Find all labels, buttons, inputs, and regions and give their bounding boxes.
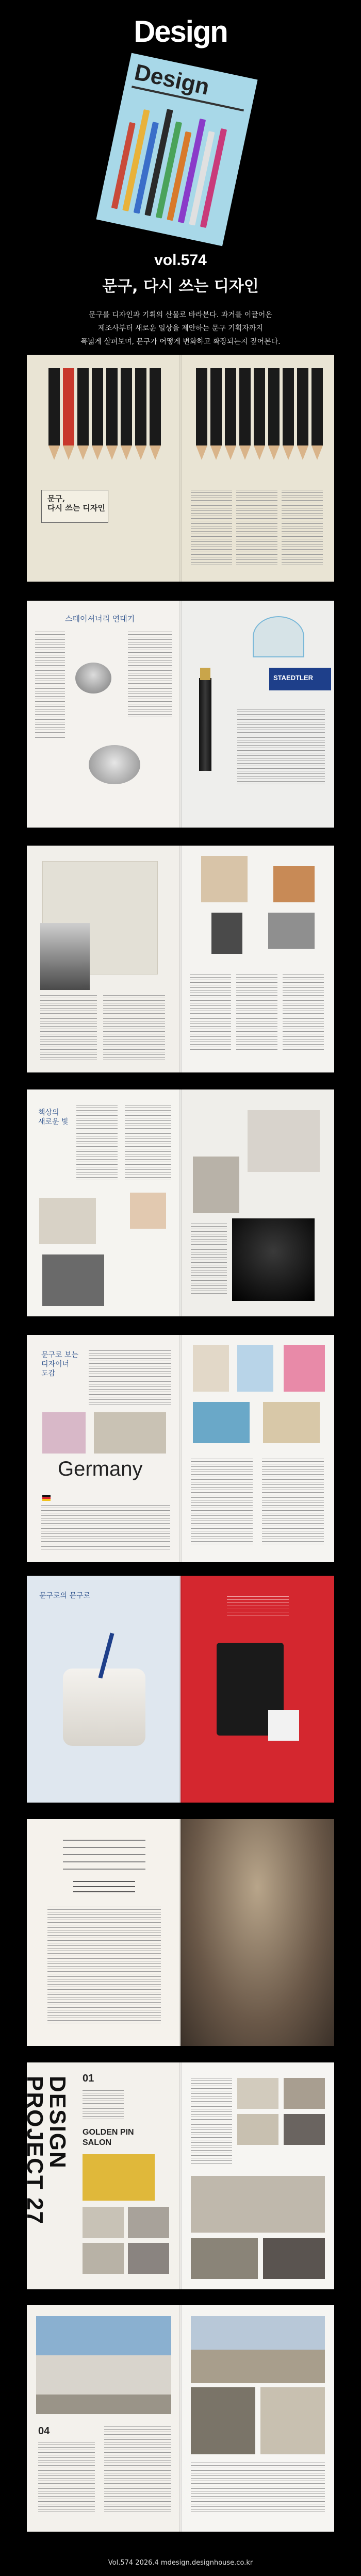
section-vertical-title: PROJECT 27 xyxy=(22,2076,47,2225)
spread-title: 스테이셔너리 연대기 xyxy=(65,614,135,623)
pushpin-image xyxy=(89,745,140,784)
product-image xyxy=(42,1254,104,1306)
product-image xyxy=(211,913,242,954)
page-left xyxy=(27,846,180,1072)
product-image xyxy=(237,2078,278,2109)
page-right xyxy=(180,1576,334,1803)
product-image xyxy=(284,1345,325,1392)
product-image xyxy=(94,1412,166,1454)
product-image xyxy=(128,2207,169,2238)
product-image xyxy=(263,1402,320,1443)
product-image xyxy=(42,1412,86,1454)
page-left xyxy=(27,601,180,828)
spread-title: 문구로의 문구로 xyxy=(39,1592,91,1600)
building-image xyxy=(260,2387,325,2454)
section-title: SALON xyxy=(83,2138,111,2147)
portrait-image xyxy=(180,1819,334,2046)
spread-title: 디자이너 xyxy=(41,1360,70,1368)
page-left xyxy=(27,1089,180,1316)
product-image xyxy=(273,866,315,902)
product-image xyxy=(193,1345,229,1392)
page-right xyxy=(180,2305,334,2532)
issue-headline: 문구, 다시 쓰는 디자인 xyxy=(102,277,259,295)
page-right xyxy=(180,846,334,1072)
product-image xyxy=(193,1402,250,1443)
section-number: 01 xyxy=(83,2073,94,2084)
pushpin-image xyxy=(75,663,111,693)
issue-intro xyxy=(57,308,304,349)
page-right xyxy=(180,2062,334,2289)
spread-caption: 다시 쓰는 디자인 xyxy=(47,503,105,513)
footer-info: Vol.574 2026.4 mdesign.designhouse.co.kr xyxy=(108,2559,253,2567)
pen-image xyxy=(199,678,211,771)
product-image xyxy=(237,1345,273,1392)
intro-line: 제조사부터 새로운 일상을 제안하는 문구 기획자까지 xyxy=(98,324,263,333)
spread-title: 책상의 xyxy=(38,1109,59,1117)
spread-title: 문구로 보는 xyxy=(41,1351,79,1359)
spread-red-notebook xyxy=(27,1576,334,1803)
spread-design-project xyxy=(22,2062,334,2289)
spread-title: 새로운 빛 xyxy=(38,1118,69,1126)
country-title: Germany xyxy=(58,1458,143,1480)
lamp-image xyxy=(232,1218,315,1301)
spread-interview xyxy=(27,1819,334,2046)
product-image xyxy=(83,2207,124,2238)
intro-line: 문구를 디자인과 기획의 산물로 바라본다. 과거를 이끌어온 xyxy=(89,311,272,319)
page-right xyxy=(180,1335,334,1562)
page-left xyxy=(27,1819,180,2046)
product-image xyxy=(248,1110,320,1172)
page-right xyxy=(180,601,334,828)
page-left xyxy=(27,355,180,582)
spread-designer-portrait xyxy=(27,846,334,1072)
pen-nib xyxy=(200,668,210,680)
page-left xyxy=(27,2305,180,2532)
product-image xyxy=(39,1198,96,1244)
portrait-image xyxy=(40,923,90,990)
page-left xyxy=(27,1335,180,1562)
product-image xyxy=(201,856,248,902)
spread-germany xyxy=(27,1335,334,1562)
section-number: 04 xyxy=(38,2425,50,2437)
product-image xyxy=(83,2243,124,2274)
cover-title: Design xyxy=(132,59,212,100)
product-image xyxy=(130,1193,166,1229)
product-image xyxy=(284,2114,325,2145)
building-image xyxy=(191,2387,255,2454)
magazine-cover xyxy=(96,53,257,246)
spread-caption: 문구, xyxy=(47,494,65,503)
spread-desk-light xyxy=(27,1089,334,1316)
product-image xyxy=(128,2243,169,2274)
building-image xyxy=(191,2316,325,2383)
spread-stationery-chronicle xyxy=(27,601,334,828)
flag-icon xyxy=(42,1495,51,1501)
ruler-image xyxy=(253,616,304,657)
spread-architecture xyxy=(27,2305,334,2532)
section-title: GOLDEN PIN xyxy=(83,2128,134,2137)
spread-title: 도감 xyxy=(41,1369,56,1378)
page-right xyxy=(180,1089,334,1316)
product-image xyxy=(193,1157,239,1213)
page-right xyxy=(180,1819,334,2046)
design-logo: Design xyxy=(134,15,227,48)
issue-volume: vol.574 xyxy=(154,252,207,269)
product-image xyxy=(284,2078,325,2109)
page-left xyxy=(22,2062,180,2289)
page-right xyxy=(180,355,334,582)
product-image xyxy=(191,2176,325,2233)
product-image xyxy=(191,2238,258,2279)
intro-line: 폭넓게 살펴보며, 문구가 어떻게 변화하고 확장되는지 짚어본다. xyxy=(80,338,281,346)
product-image xyxy=(268,1710,299,1741)
pen-holder-image xyxy=(63,1669,145,1746)
page-left xyxy=(27,1576,180,1803)
product-image xyxy=(268,913,315,949)
section-vertical-title: DESIGN xyxy=(45,2076,70,2169)
staedtler-logo: STAEDTLER xyxy=(273,674,314,682)
product-image xyxy=(237,2114,278,2145)
product-image xyxy=(83,2154,155,2201)
product-image xyxy=(263,2238,325,2279)
spread-pencils xyxy=(27,355,334,582)
building-image xyxy=(36,2316,171,2414)
